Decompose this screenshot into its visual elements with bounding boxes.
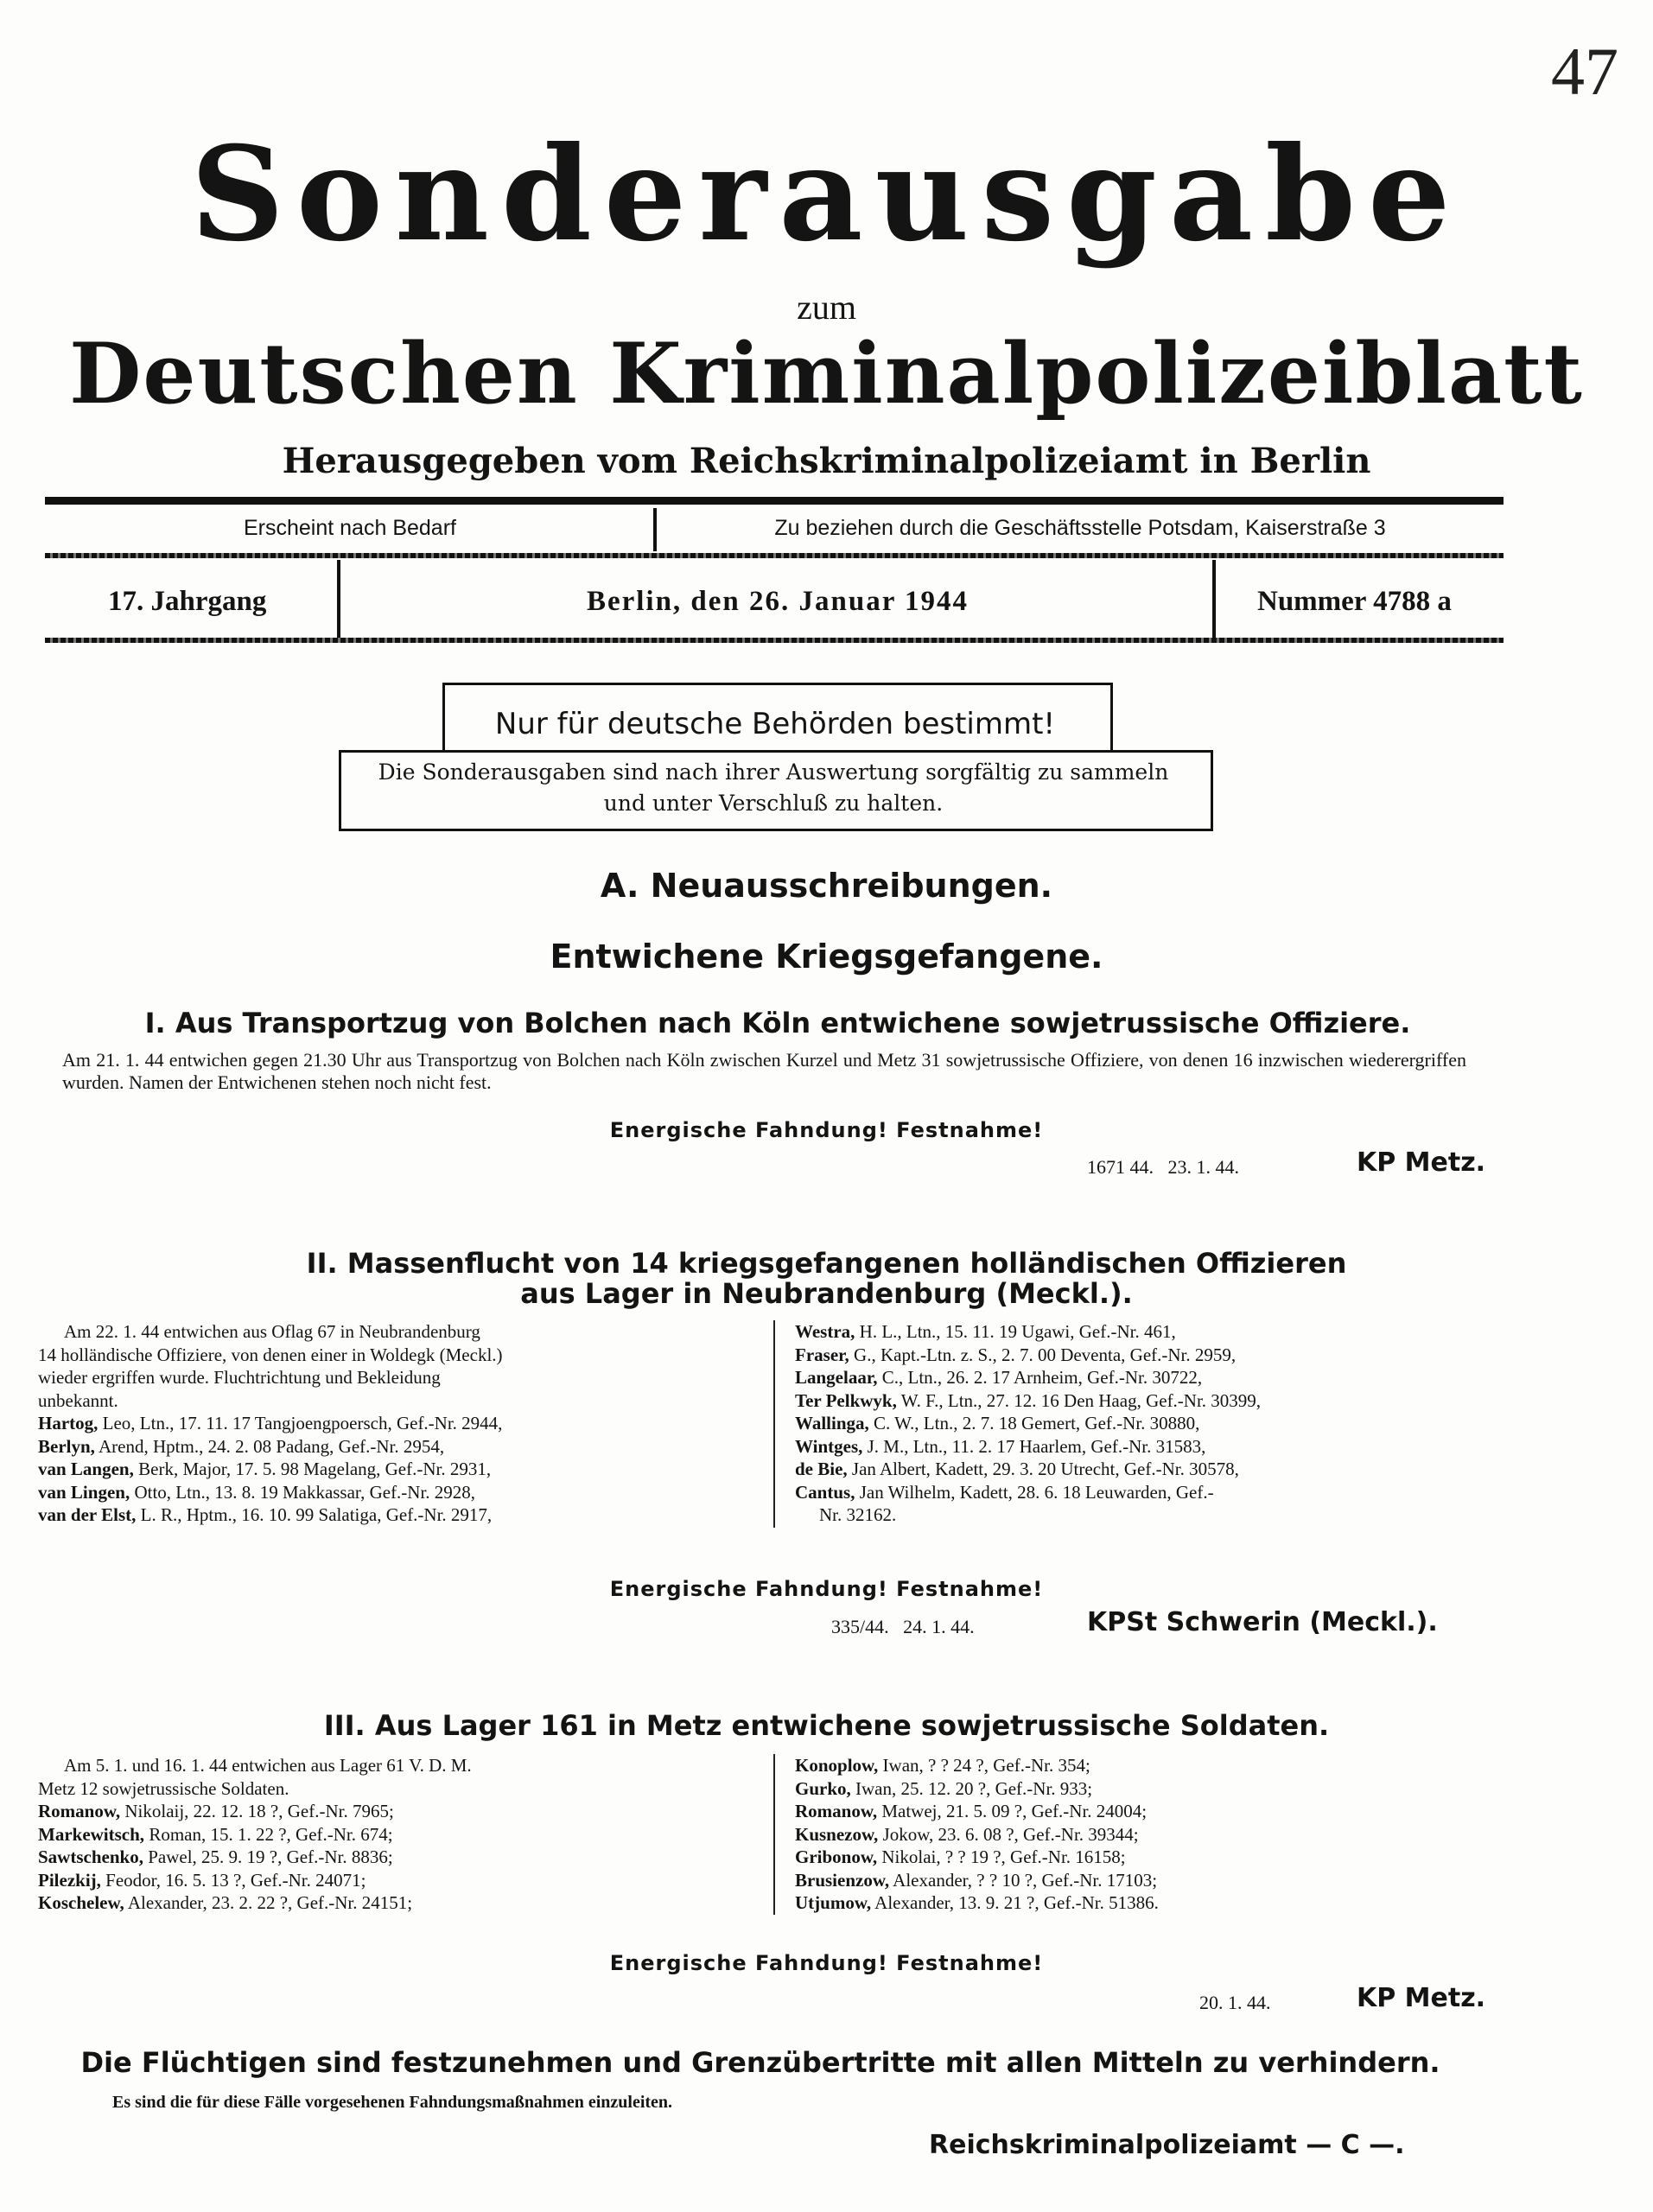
list-item: van der Elst, L. R., Hptm., 16. 10. 99 Salatiga, Gef.-Nr. 2917, (38, 1504, 493, 1525)
list-item: Langelaar, C., Ltn., 26. 2. 17 Arnheim, Gef.-Nr. 30722, (795, 1367, 1203, 1388)
item-3-left-column (38, 1754, 760, 1915)
list-item: Nr. 32162. (819, 1504, 897, 1525)
notice-title: Nur für deutsche Behörden bestimmt! (494, 707, 1056, 741)
item-3-heading: III. Aus Lager 161 in Metz entwichene sowjetrussische Soldaten. (323, 1709, 1330, 1742)
item-2-intro-line: 14 holländische Offiziere, von denen einer in Woldegk (Meckl.) (38, 1344, 503, 1365)
item-2-intro-line: Am 22. 1. 44 entwichen aus Oflag 67 in Neubrandenburg (64, 1321, 480, 1342)
page-number: 47 (1551, 34, 1618, 109)
dateline-divider-left (337, 560, 340, 638)
info-order: Zu beziehen durch die Geschäftsstelle Potsdam, Kaiserstraße 3 (774, 516, 1386, 540)
item-2-reference: 335/44. 24. 1. 44. (831, 1616, 975, 1637)
list-item: Kusnezow, Jokow, 23. 6. 08 ?, Gef.-Nr. 39344; (795, 1823, 1139, 1845)
section-heading: A. Neuausschreibungen. (600, 867, 1053, 905)
list-item: Wintges, J. M., Ltn., 11. 2. 17 Haarlem, Gef.-Nr. 31583, (795, 1435, 1206, 1457)
list-item: Gribonow, Nikolai, ? ? 19 ?, Gef.-Nr. 16158; (795, 1847, 1126, 1867)
list-item: Berlyn, Arend, Hptm., 24. 2. 08 Padang, Gef.-Nr. 2954, (38, 1435, 445, 1457)
masthead-zum: zum (797, 288, 856, 327)
list-item: Wallinga, C. W., Ltn., 2. 7. 18 Gemert, Gef.-Nr. 30880, (795, 1413, 1200, 1433)
list-item: Westra, H. L., Ltn., 15. 11. 19 Ugawi, Gef.-Nr. 461, (795, 1321, 1176, 1342)
item-2-left-column (38, 1320, 760, 1527)
item-3-right-column (795, 1754, 1512, 1915)
notice-text: Die Sonderausgaben sind nach ihrer Auswertung sorgfältig zu sammeln und unter Verschluß zu halten. (378, 760, 1169, 816)
list-item: Hartog, Leo, Ltn., 17. 11. 17 Tangjoengpoersch, Gef.-Nr. 2944, (38, 1413, 503, 1433)
item-2-right-column (795, 1320, 1512, 1527)
item-3-intro-line: Metz 12 sowjetrussische Soldaten. (38, 1777, 289, 1799)
item-3-intro-line: Am 5. 1. und 16. 1. 44 entwichen aus Lager 61 V. D. M. (64, 1755, 472, 1776)
item-2-heading-line2: aus Lager in Neubrandenburg (Meckl.). (520, 1277, 1133, 1310)
item-3-column-divider (773, 1754, 775, 1915)
item-1-fahndung: Energische Fahndung! Festnahme! (609, 1118, 1044, 1142)
masthead-name: Deutschen Kriminalpolizeiblatt (69, 325, 1584, 423)
list-item: Ter Pelkwyk, W. F., Ltn., 27. 12. 16 Den Haag, Gef.-Nr. 30399, (795, 1389, 1262, 1411)
item-1-body: Am 21. 1. 44 entwichen gegen 21.30 Uhr aus Transportzug von Bolchen nach Köln zwischen Kurzel und Metz 31 sowjetrussische Offiziere, von denen 16 inzwischen wiederergriffen wurden. Namen der Entwichenen stehen noch nicht fest. (62, 1049, 1466, 1093)
item-1-reference: 1671 44. 23. 1. 44. (1087, 1156, 1239, 1178)
item-1-agency: KP Metz. (1357, 1147, 1486, 1178)
list-item: Konoplow, Iwan, ? ? 24 ?, Gef.-Nr. 354; (795, 1755, 1090, 1776)
dateline-rule-top (45, 553, 1504, 558)
item-2-fahndung: Energische Fahndung! Festnahme! (609, 1577, 1044, 1601)
item-3-agency: KP Metz. (1357, 1983, 1486, 2013)
list-item: de Bie, Jan Albert, Kadett, 29. 3. 20 Utrecht, Gef.-Nr. 30578, (795, 1459, 1239, 1479)
item-2-intro-line: wieder ergriffen wurde. Fluchtrichtung und Bekleidung (38, 1367, 441, 1388)
item-2-agency: KPSt Schwerin (Meckl.). (1087, 1607, 1438, 1637)
list-item: Romanow, Matwej, 21. 5. 09 ?, Gef.-Nr. 24004; (795, 1801, 1148, 1821)
masthead-rule (45, 497, 1504, 505)
list-item: Markewitsch, Roman, 15. 1. 22 ?, Gef.-Nr. 674; (38, 1823, 393, 1845)
list-item: Romanow, Nikolaij, 22. 12. 18 ?, Gef.-Nr. 7965; (38, 1801, 394, 1821)
dateline-number: Nummer 4788 a (1257, 586, 1452, 617)
list-item: Koschelew, Alexander, 23. 2. 22 ?, Gef.-Nr. 24151; (38, 1892, 413, 1913)
subsection-heading: Entwichene Kriegsgefangene. (550, 938, 1103, 976)
list-item: Brusienzow, Alexander, ? ? 10 ?, Gef.-Nr. 17103; (795, 1869, 1158, 1891)
item-3-reference: 20. 1. 44. (1199, 1992, 1271, 2013)
info-divider (653, 508, 657, 551)
list-item: Cantus, Jan Wilhelm, Kadett, 28. 6. 18 Leuwarden, Gef.- (795, 1481, 1214, 1503)
item-2-column-divider (773, 1320, 775, 1528)
masthead-title: Sonderausgabe (190, 118, 1463, 270)
dateline-date: Berlin, den 26. Januar 1944 (586, 586, 970, 617)
item-2-heading-line1: II. Massenflucht von 14 kriegsgefangenen holländischen Offizieren (306, 1247, 1347, 1280)
list-item: Pilezkij, Feodor, 16. 5. 13 ?, Gef.-Nr. 24071; (38, 1869, 366, 1891)
masthead-subtitle: Herausgegeben vom Reichskriminalpolizeiamt in Berlin (282, 441, 1371, 481)
closing-statement: Die Flüchtigen sind festzunehmen und Grenzübertritte mit allen Mitteln zu verhindern. (80, 2046, 1440, 2079)
dateline-rule-bottom (45, 638, 1504, 643)
dateline-divider-right (1212, 560, 1216, 638)
list-item: Utjumow, Alexander, 13. 9. 21 ?, Gef.-Nr. 51386. (795, 1892, 1159, 1913)
closing-instruction: Es sind die für diese Fälle vorgesehenen Fahndungsmaßnahmen einzuleiten. (112, 2093, 673, 2112)
list-item: Fraser, G., Kapt.-Ltn. z. S., 2. 7. 00 Deventa, Gef.-Nr. 2959, (795, 1344, 1237, 1365)
list-item: Gurko, Iwan, 25. 12. 20 ?, Gef.-Nr. 933; (795, 1777, 1093, 1799)
item-3-fahndung: Energische Fahndung! Festnahme! (609, 1951, 1044, 1975)
list-item: Sawtschenko, Pawel, 25. 9. 19 ?, Gef.-Nr. 8836; (38, 1847, 393, 1867)
closing-signature: Reichskriminalpolizeiamt — C —. (929, 2130, 1405, 2160)
info-appears: Erscheint nach Bedarf (244, 516, 456, 540)
item-1-heading: I. Aus Transportzug von Bolchen nach Köln entwichene sowjetrussische Offiziere. (144, 1007, 1411, 1039)
item-2-intro-line: unbekannt. (38, 1389, 118, 1411)
dateline-year: 17. Jahrgang (108, 586, 267, 617)
list-item: van Lingen, Otto, Ltn., 13. 8. 19 Makkassar, Gef.-Nr. 2928, (38, 1481, 476, 1503)
list-item: van Langen, Berk, Major, 17. 5. 98 Magelang, Gef.-Nr. 2931, (38, 1459, 492, 1479)
